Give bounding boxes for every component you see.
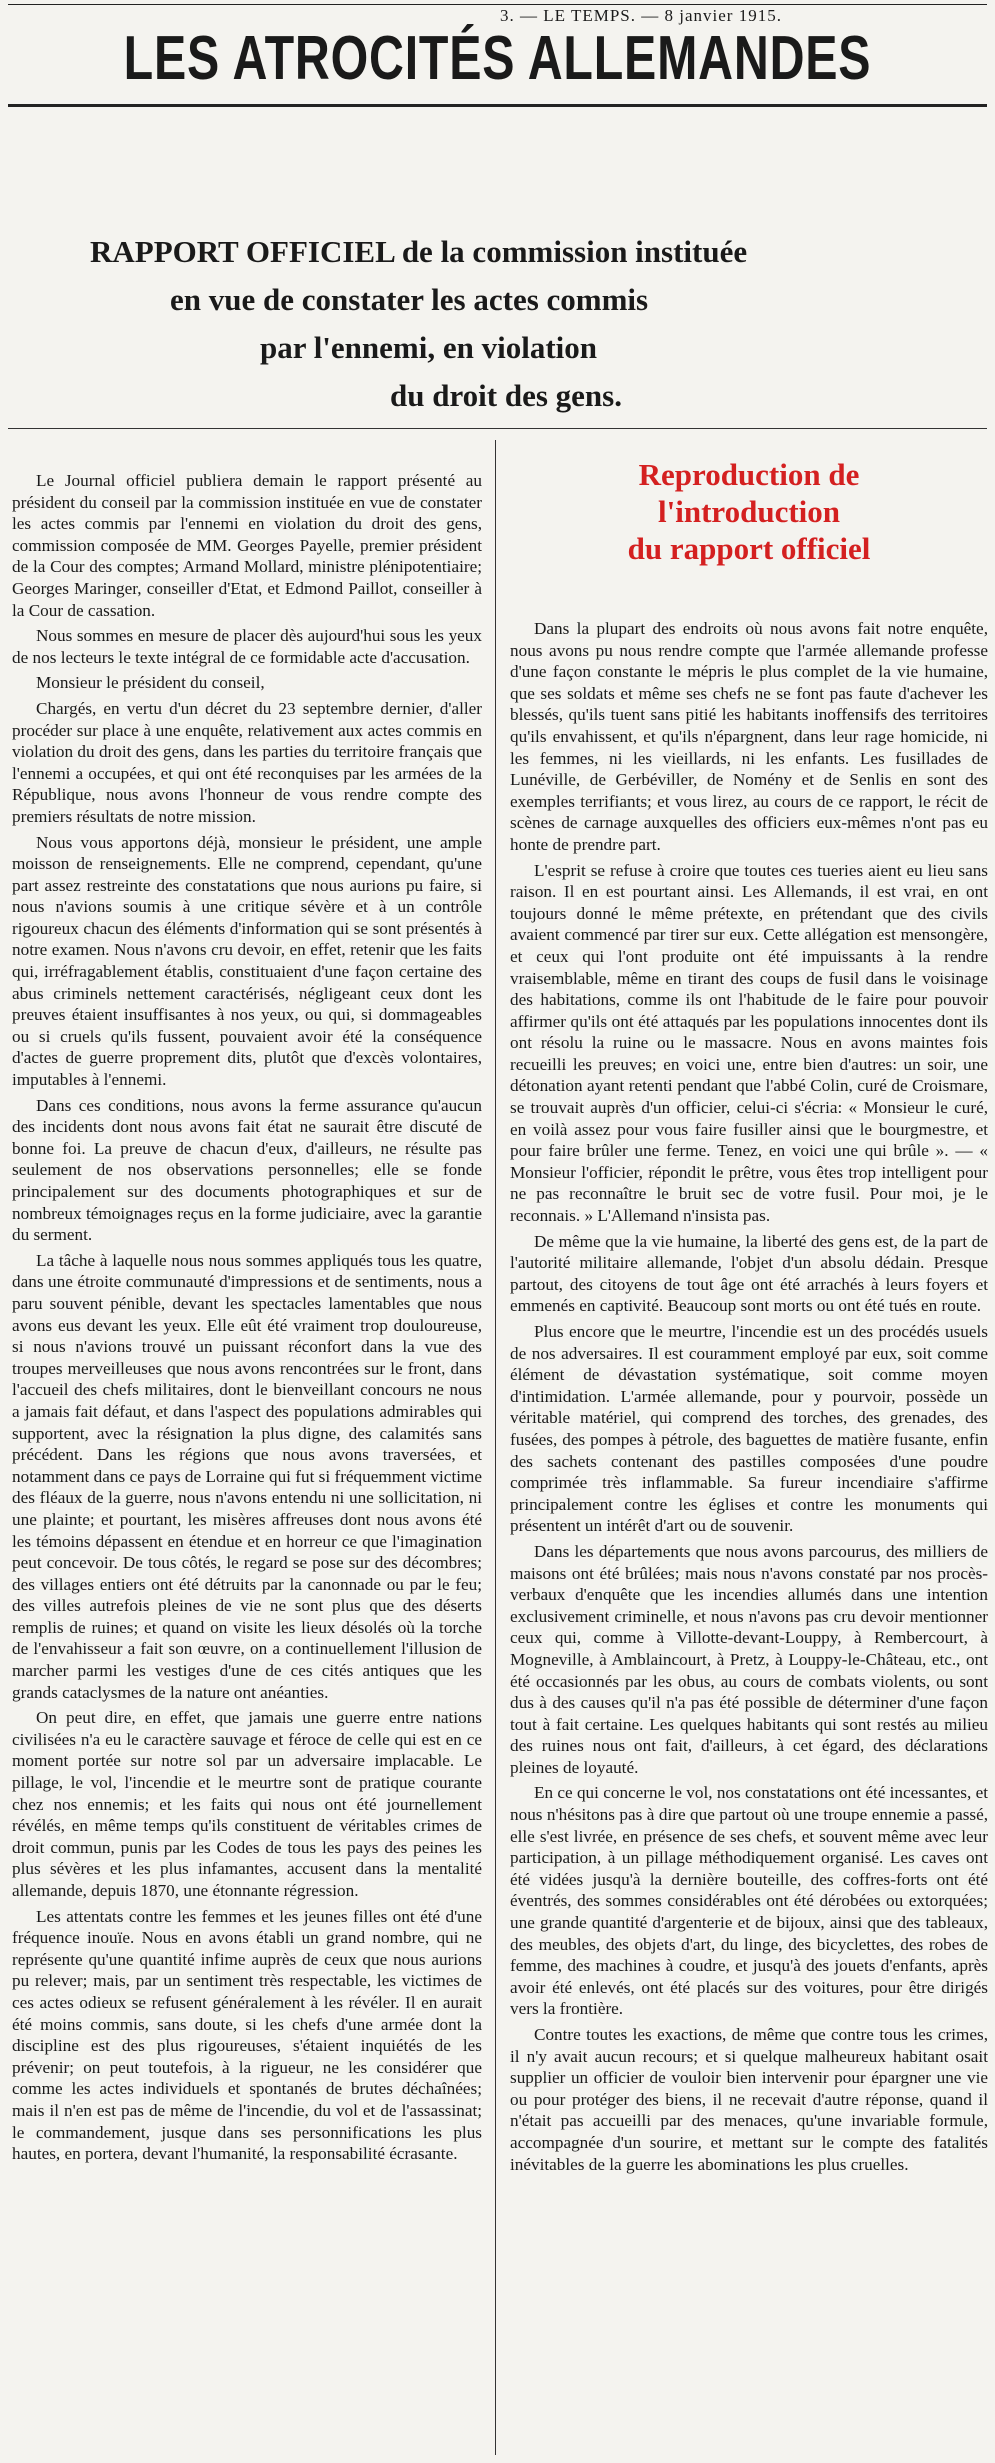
red-heading-line-3: du rapport officiel (627, 531, 871, 566)
paragraph: Dans la plupart des endroits où nous avons fait notre enquête, nous avons pu nous rendre compte que l'armée allemande professe d'une façon constante le mépris le plus complet de la vie humaine, que ses soldats et même ses chefs ne se font pas faute d'achever les blessés, qu'ils tuent sans pitié les habitants inoffensifs des territoires qu'ils envahissent, et qu'ils n'épargnent, dans leur rage homicide, ni les femmes, ni les vieillards, ni les enfants. Les fusillades de Lunéville, de Gerbéviller, de Nomény et de Senlis en sont des exemples terrifiants; et vous lirez, au cours de ce rapport, le récit de scènes de carnage auxquelles des officiers eux-mêmes n'ont pas eu honte de prendre part. (510, 619, 988, 854)
paragraph: Contre toutes les exactions, de même que contre tous les crimes, il n'y avait aucun recours; et si quelque malheureux habitant osait supplier un officier de vouloir bien intervenir pour épargner une vie ou pour protéger des biens, il ne recevait d'autre réponse, quand il n'était pas accueilli par des menaces, qu'une invariable formule, accompagnée d'un sourire, et mettant sur le compte des fatalités inévitables de la guerre les abominations les plus cruelles. (510, 2025, 988, 2174)
subtitle-line-4: du droit des gens. (390, 378, 622, 413)
subtitle-line-2: en vue de constater les actes commis (170, 282, 649, 317)
red-heading-line-2: l'introduction (657, 494, 841, 529)
red-heading (510, 456, 988, 567)
page-folio: 3. — LE TEMPS. — 8 janvier 1915. (500, 6, 782, 25)
paragraph: Nous vous apportons déjà, monsieur le président, une ample moisson de renseignements. Elle ne comprend, cependant, qu'une part assez restreinte des constatations que nous aurions pu faire, si nous n'avions soumis à une critique sévère et à un contrôle rigoureux chacun des éléments d'information qui se sont présentés à notre examen. Nous n'avons cru devoir, en effet, retenir que les faits qui, irréfragablement établis, constituaient d'une façon certaine des abus criminels nettement caractérisés, négligeant ceux dont les preuves étaient insuffisantes à nos yeux, ou qui, si dommageables ou si cruels qu'ils fussent, pouvaient avoir été la conséquence d'actes de guerre proprement dits, plutôt que d'excès volontaires, imputables à l'ennemi. (12, 832, 482, 1090)
paragraph: La tâche à laquelle nous nous sommes appliqués tous les quatre, dans une étroite communauté d'impressions et de sentiments, nous a paru souvent pénible, devant les spectacles lamentables que nous avons eus devant les yeux. Elle eût été vraiment trop douloureuse, si nous n'avions trouvé un puissant réconfort dans la vue des troupes merveilleuses que nous avons rencontrées sur le front, dans l'accueil des chefs militaires, dont le bienveillant concours ne nous a jamais fait défaut, et dans l'aspect des populations admirables qui supportent, avec la résignation la plus digne, des calamités sans précédent. Dans les régions que nous avons traversées, et notamment dans ce pays de Lorraine qui fut si fréquemment victime des fléaux de la guerre, nous n'avons entendu ni une sollicitation, ni une plainte; et pourtant, les misères affreuses dont nous avons été les témoins dépassent en étendue et en horreur ce que l'imagination peut concevoir. De tous côtés, le regard se pose sur des décombres; des villages entiers ont été détruits par la canonnade ou par le feu; des villes autrefois pleines de vie ne sont plus que des déserts remplis de ruines; et quand on visite les lieux désolés où la torche de l'envahisseur a fait son œuvre, on a continuellement l'illusion de marcher parmi les vestiges d'une de ces cités antiques que les grands cataclysmes de la nature ont anéanties. (12, 1250, 482, 1702)
left-column (12, 470, 482, 2455)
paragraph: Monsieur le président du conseil, (36, 673, 265, 693)
paragraph: Plus encore que le meurtre, l'incendie est un des procédés usuels de nos adversaires. Il est couramment employé par eux, soit comme élément de dévastation systématique, soit comme moyen d'intimidation. L'armée allemande, pour y pourvoir, possède un véritable matériel, qui comprend des torches, des grenades, des fusées, des pompes à pétrole, des baguettes de matière fusante, enfin des sachets contenant des pastilles composées d'une poudre comprimée très inflammable. Sa fureur incendiaire s'affirme principalement contre les églises et contre les monuments qui présentent un intérêt d'art ou de souvenir. (510, 1322, 988, 1536)
headline-rule (8, 104, 987, 107)
paragraph: Chargés, en vertu d'un décret du 23 septembre dernier, d'aller procéder sur place à une enquête, relativement aux actes commis en violation du droit des gens, dans les parties du territoire français que l'ennemi a occupées, et qui ont été reconquises par les armées de la République, nous avons l'honneur de vous rendre compte des premiers résultats de notre mission. (12, 698, 482, 826)
paragraph: De même que la vie humaine, la liberté des gens est, de la part de l'autorité militaire allemande, l'objet d'un absolu dédain. Presque partout, des citoyens de tout âge ont été arrachés à leurs foyers et emmenés en captivité. Beaucoup sont morts ou ont été tués en route. (510, 1231, 988, 1316)
paragraph: Dans les départements que nous avons parcourus, des milliers de maisons ont été brûlées; mais nous n'avons constaté par nos procès-verbaux d'enquête que les incendies allumés dans une intention exclusivement criminelle, et nous n'avons pas cru devoir mentionner ceux qui, comme à Villotte-devant-Louppy, à Rembercourt, à Mogneville, à Amblaincourt, à Pretz, à Louppy-le-Château, etc., ont été occasionnés par les obus, au cours de combats violents, ou sont dus à des causes qu'il n'a pas été possible de déterminer d'une façon tout à fait certaine. Les quelques habitants qui sont restés au milieu des ruines nous ont fait, d'ailleurs, à cet égard, des déclarations pleines de loyauté. (510, 1541, 988, 1777)
paragraph: On peut dire, en effet, que jamais une guerre entre nations civilisées n'a eu le caractère sauvage et féroce de celle qui est en ce moment portée sur notre sol par un adversaire implacable. Le pillage, le vol, l'incendie et le meurtre sont de pratique courante chez nos ennemis; et les faits qui nous ont été journellement révélés, en même temps qu'ils constituent de véritables crimes de droit commun, punis par les Codes de tous les pays des peines les plus sévères et les plus infamantes, accusent dans la mentalité allemande, depuis 1870, une étonnante régression. (12, 1708, 482, 1900)
subtitle-line-3: par l'ennemi, en violation (260, 330, 598, 365)
subtitle-rule (8, 428, 987, 429)
paragraph: Le Journal officiel publiera demain le rapport présenté au président du conseil par la commission instituée en vue de constater les actes commis par l'ennemi en violation du droit des gens, commission composée de MM. Georges Payelle, premier président de la Cour des comptes; Armand Mollard, ministre plénipotentiaire; Georges Maringer, conseiller d'Etat, et Edmond Paillot, conseiller à la Cour de cassation. (12, 471, 482, 620)
paragraph: Nous sommes en mesure de placer dès aujourd'hui sous les yeux de nos lecteurs le texte intégral de ce formidable acte d'accusation. (12, 626, 482, 667)
red-heading-line-1: Reproduction de (638, 457, 860, 492)
subtitle (90, 228, 748, 420)
right-column (510, 618, 988, 2455)
paragraph: Les attentats contre les femmes et les jeunes filles ont été d'une fréquence inouïe. Nous en avons établi un grand nombre, qui ne représente qu'une quantité infime auprès de ceux que nous aurions pu relever; mais, par un sentiment très respectable, les victimes de ces actes odieux se refusent généralement à les révéler. Il en aurait été moins commis, sans doute, si les chefs d'une armée dont la discipline est des plus rigoureuses, s'étaient inquiétés de les prévenir; on peut toutefois, à la rigueur, ne les considérer que comme les actes individuels et spontanés de brutes déchaînées; mais il n'en est pas de même de l'incendie, du vol et de l'assassinat; le commandement, jusque dans ses personnifications les plus hautes, en portera, devant l'humanité, la responsabilité écrasante. (12, 1906, 482, 2164)
paragraph: L'esprit se refuse à croire que toutes ces tueries aient eu lieu sans raison. Il en est pourtant ainsi. Les Allemands, il est vrai, en ont toujours donné le même prétexte, en prétendant que des civils avaient commencé par tirer sur eux. Cette allégation est mensongère, et ceux qui l'ont produite ont été impuissants à la rendre vraisemblable, même en tirant des coups de fusil dans le voisinage des habitations, comme ils ont l'habitude de le faire pour pouvoir affirmer qu'ils ont été attaqués par les populations innocentes dont ils ont résolu la ruine ou le massacre. Nous en avons maintes fois recueilli les preuves; en voici une, entre bien d'autres: un soir, une détonation ayant retenti pendant que l'abbé Colin, curé de Croismare, se trouvait auprès d'un officier, celui-ci s'écria: « Monsieur le curé, en voilà assez pour vous faire fusiller ainsi que le bourgmestre, et pour faire brûler une ferme. Tenez, en voici une qui brûle ». — « Monsieur l'officier, répondit le prêtre, vous êtes trop intelligent pour ne pas reconnaître le bruit sec de votre fusil. Pour moi, je le reconnais. » L'Allemand n'insista pas. (510, 860, 988, 1226)
subtitle-line-1: RAPPORT OFFICIEL de la commission instituée (90, 234, 748, 269)
headline: LES ATROCITÉS ALLEMANDES (123, 24, 872, 93)
top-rule (8, 4, 987, 5)
paragraph: Dans ces conditions, nous avons la ferme assurance qu'aucun des incidents dont nous avons fait état ne saurait être discuté de bonne foi. La preuve de chacun d'eux, d'ailleurs, ne résulte pas seulement de nos observations personnelles; elle se fonde principalement sur des documents photographiques et sur de nombreux témoignages reçus en la forme judiciaire, avec la garantie du serment. (12, 1095, 482, 1245)
column-divider (495, 440, 496, 2455)
paragraph: En ce qui concerne le vol, nos constatations ont été incessantes, et nous n'hésitons pas à dire que partout où une troupe ennemie a passé, elle s'est livrée, en présence de ses chefs, et souvent même avec leur participation, à un pillage méthodiquement organisé. Les caves ont été vidées jusqu'à la dernière bouteille, des coffres-forts ont été éventrés, des sommes considérables ont été dérobées ou extorquées; une grande quantité d'argenterie et de bijoux, ainsi que des tableaux, des meubles, des objets d'art, du linge, des bicyclettes, des robes de femme, des machines à coudre, et jusqu'à des jouets d'enfants, après avoir été enlevés, ont été placés sur des voitures, pour être dirigés vers la frontière. (510, 1783, 988, 2019)
